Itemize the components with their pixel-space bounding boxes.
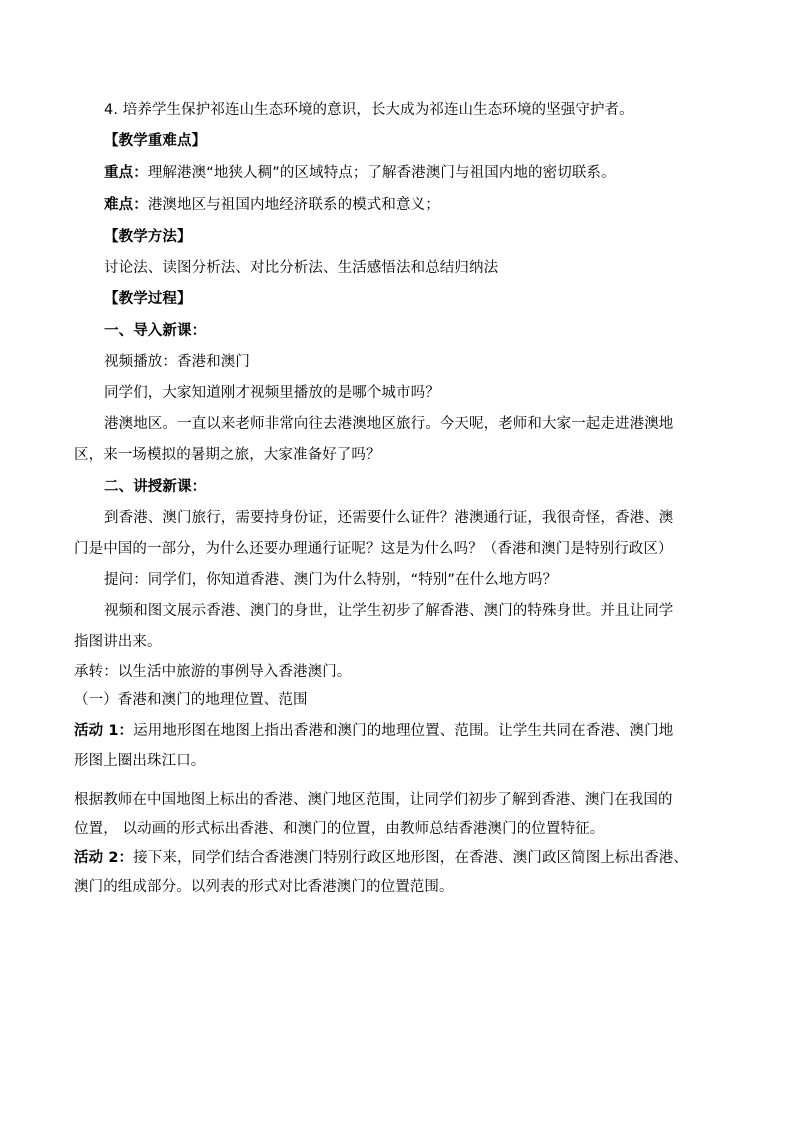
paragraph-3-line-2: 指图讲出来。	[74, 634, 162, 650]
paragraph-2: 提问：同学们，你知道香港、澳门为什么特别，“特别”在什么地方吗？	[104, 572, 558, 588]
difficult-point-line	[104, 195, 440, 215]
activity-1-line-1	[74, 721, 673, 741]
question-1: 同学们，大家知道刚才视频里播放的是哪个城市吗？	[104, 385, 440, 401]
paragraph-4-line-1: 根据教师在中国地图上标出的香港、澳门地区范围，让同学们初步了解到香港、澳门在我国的	[74, 792, 673, 808]
teaching-goal-4: 4. 培养学生保护祁连山生态环境的意识，长大成为祁连山生态环境的坚强守护者。	[104, 102, 634, 118]
paragraph-3-line-1: 视频和图文展示香港、澳门的身世，让学生初步了解香港、澳门的特殊身世。并且让同学	[104, 603, 674, 619]
section-2-title: 二、讲授新课：	[104, 479, 207, 495]
key-point-line	[104, 163, 616, 183]
transition-line: 承转：以生活中旅游的事例导入香港澳门。	[74, 664, 352, 680]
difficult-point-text: 港澳地区与祖国内地经济联系的模式和意义；	[147, 197, 440, 213]
video-play-line: 视频播放：香港和澳门	[104, 354, 250, 370]
activity-1-text: 运用地形图在地图上指出香港和澳门的地理位置、范围。让学生共同在香港、澳门地	[133, 723, 674, 739]
section-1-title: 一、导入新课：	[104, 323, 207, 339]
key-point-text: 理解港澳“地狭人稠”的区域特点；了解香港澳门与祖国内地的密切联系。	[147, 165, 616, 181]
heading-teaching-methods: 【教学方法】	[104, 229, 192, 245]
heading-key-difficult-points: 【教学重难点】	[104, 133, 207, 149]
difficult-point-label: 难点：	[104, 197, 148, 213]
activity-2-label: 活动 2：	[74, 850, 134, 866]
paragraph-4-line-2: 位置， 以动画的形式标出香港、和澳门的位置，由教师总结香港澳门的位置特征。	[74, 821, 605, 837]
activity-1-line-2: 形图上圈出珠江口。	[74, 753, 206, 769]
activity-1-label: 活动 1：	[74, 723, 134, 739]
answer-1-line-1: 港澳地区。一直以来老师非常向往去港澳地区旅行。今天呢，老师和大家一起走进港澳地	[104, 416, 674, 432]
paragraph-1-line-2: 门是中国的一部分，为什么还要办理通行证呢？这是为什么吗？（香港和澳门是特别行政区）	[74, 541, 673, 557]
key-point-label: 重点：	[104, 165, 148, 181]
activity-2-line-1	[74, 848, 688, 868]
teaching-methods-text: 讨论法、读图分析法、对比分析法、生活感悟法和总结归纳法	[104, 260, 499, 276]
answer-1-line-2: 区，来一场模拟的暑期之旅，大家准备好了吗？	[74, 447, 381, 463]
paragraph-1-line-1: 到香港、澳门旅行，需要持身份证，还需要什么证件？港澳通行证，我很奇怪，香港、澳	[104, 510, 674, 526]
heading-teaching-process: 【教学过程】	[104, 291, 192, 307]
subsection-1-title: （一）香港和澳门的地理位置、范围	[74, 692, 308, 708]
activity-2-text: 接下来，同学们结合香港澳门特别行政区地形图，在香港、澳门政区简图上标出香港、	[133, 850, 688, 866]
activity-2-line-2: 澳门的组成部分。以列表的形式对比香港澳门的位置范围。	[74, 879, 454, 895]
